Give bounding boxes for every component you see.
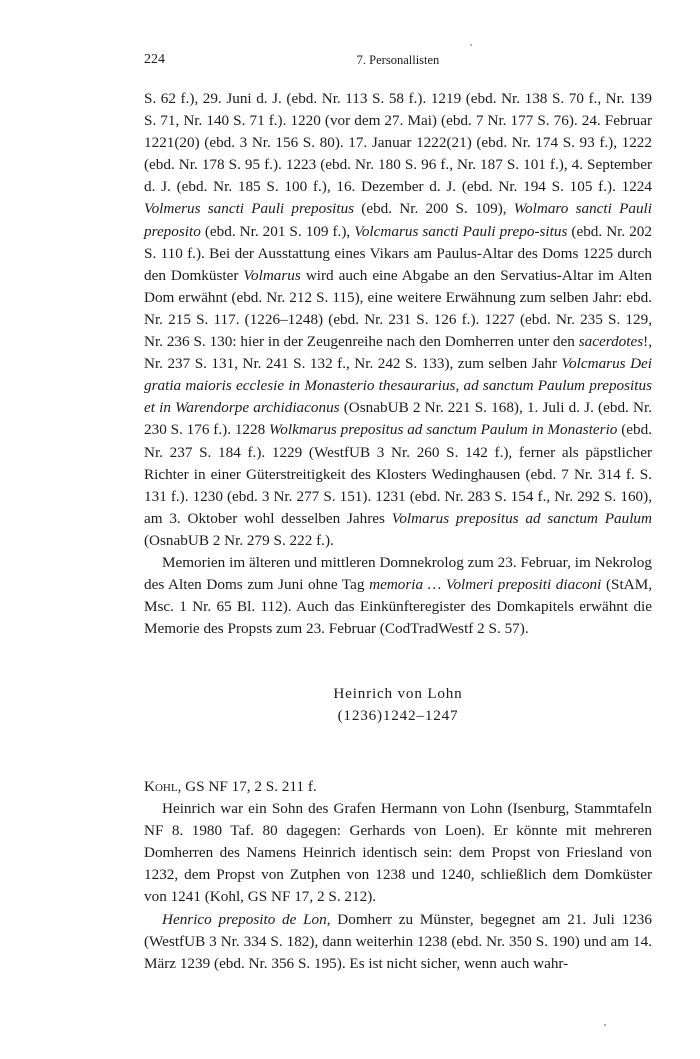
latin-quote: Volmarus prepositus ad sanctum Paulum xyxy=(391,509,652,527)
author-name: Kohl xyxy=(144,778,178,795)
previous-entry-text xyxy=(144,88,652,640)
scan-speck xyxy=(470,44,472,46)
latin-quote: Volcmarus sancti Pauli prepo-situs xyxy=(354,222,568,240)
page-number: 224 xyxy=(144,52,165,67)
paragraph: S. 62 f.), 29. Juni d. J. (ebd. Nr. 113 S. 58 f.). 1219 (ebd. Nr. 138 S. 70 f., Nr. 139 S. 71, Nr. 140 S. 71 f.). 1220 (vor dem 27. Mai) (ebd. 7 Nr. 177 S. 76). 24. Februar 1221(20) (ebd. 3 Nr. 156 S. 80). 17. Januar 1222(21) (ebd. Nr. 174 S. 93 f.), 1222 (ebd. Nr. 178 S. 95 f.). 1223 (ebd. Nr. 180 S. 96 f., Nr. 187 S. 101 f.), 4. September d. J. (ebd. Nr. 185 S. 100 f.), 16. Dezember d. J. (ebd. Nr. 194 S. 105 f.). 1224 Volmerus sancti Pauli prepositus (ebd. Nr. 200 S. 109), Wolmaro sancti Pauli preposito (ebd. Nr. 201 S. 109 f.), Volcmarus sancti Pauli prepo-situs (ebd. Nr. 202 S. 110 f.). Bei der Ausstattung eines Vikars am Paulus-Altar des Doms 1225 durch den Domküster Volmarus wird auch eine Abgabe an den Servatius-Altar im Alten Dom erwähnt (ebd. Nr. 212 S. 115), eine weitere Erwähnung zum selben Jahr: ebd. Nr. 215 S. 117. (1226–1248) (ebd. Nr. 231 S. 126 f.). 1227 (ebd. Nr. 235 S. 129, Nr. 236 S. 130: hier in der Zeugenreihe nach den Domherren unter den sacerdotes!, Nr. 237 S. 131, Nr. 241 S. 132 f., Nr. 242 S. 133), zum selben Jahr Volcmarus Dei gratia maioris ecclesie in Monasterio thesaurarius, ad sanctum Paulum prepositus et in Warendorpe archidiaconus (OsnabUB 2 Nr. 221 S. 168), 1. Juli d. J. (ebd. Nr. 230 S. 176 f.). 1228 Wolkmarus prepositus ad sanctum Paulum in Monasterio (ebd. Nr. 237 S. 184 f.). 1229 (WestfUB 3 Nr. 260 S. 142 f.), ferner als päpstlicher Richter in einer Güterstreitigkeit des Klosters Wedinghausen (ebd. 7 Nr. 314 f. S. 131 f.). 1230 (ebd. 3 Nr. 277 S. 151). 1231 (ebd. Nr. 283 S. 154 f., Nr. 292 S. 160), am 3. Oktober wohl desselben Jahres Volmarus prepositus ad sanctum Paulum (OsnabUB 2 Nr. 279 S. 222 f.). xyxy=(144,90,652,549)
paragraph: Memorien im älteren und mittleren Domnekrolog zum 23. Februar, im Nekrolog des Alten Doms zum Juni ohne Tag memoria … Volmeri prepositi diaconi (StAM, Msc. 1 Nr. 65 Bl. 112). Auch das Einkünfteregister des Domkapitels erwähnt die Memorie des Propsts zum 23. Februar (CodTradWestf 2 S. 57). xyxy=(144,553,652,638)
entry-heading xyxy=(144,683,652,727)
reference-line: Kohl, GS NF 17, 2 S. 211 f. xyxy=(144,778,317,795)
entry-dates: (1236)1242–1247 xyxy=(337,707,459,724)
latin-quote: Wolmaro sancti Pauli preposito xyxy=(144,200,652,240)
paragraph: Henrico preposito de Lon, Domherr zu Münster, begegnet am 21. Juli 1236 (WestfUB 3 Nr. 334 S. 182), dann weiterhin 1238 (ebd. Nr. 350 S. 190) und am 14. März 1239 (ebd. Nr. 356 S. 195). Es ist nicht sicher, wenn auch wahr- xyxy=(144,910,652,972)
latin-quote: Henrico preposito de Lon xyxy=(162,910,327,928)
scan-speck xyxy=(604,1024,606,1026)
latin-quote: Volmerus sancti Pauli prepositus xyxy=(144,200,355,218)
running-title: 7. Personallisten xyxy=(356,53,440,67)
latin-quote: sacerdotes xyxy=(578,333,644,351)
entry-name: Heinrich von Lohn xyxy=(333,685,463,702)
latin-quote: memoria … Volmeri prepositi diaconi xyxy=(369,576,602,594)
page-header xyxy=(144,52,652,72)
latin-quote: Wolkmarus prepositus ad sanctum Paulum in Monasterio xyxy=(269,421,618,439)
entry-text xyxy=(144,776,652,975)
latin-quote: Volmarus xyxy=(243,266,301,284)
paragraph: Heinrich war ein Sohn des Grafen Hermann von Lohn (Isenburg, Stammtafeln NF 8. 1980 Taf. 80 dagegen: Gerhards von Loen). Er könnte mit mehreren Domherren des Namens Heinrich identisch sein: dem Propst von Friesland von 1232, dem Propst von Zutphen von 1238 und 1240, schließlich dem Domküster von 1241 (Kohl, GS NF 17, 2 S. 212). xyxy=(144,800,652,906)
latin-quote: Volcmarus Dei gratia maioris ecclesie in Monasterio thesaurarius, ad sanctum Paulum prepositus et in Warendorpe archidiaconus xyxy=(144,355,652,417)
